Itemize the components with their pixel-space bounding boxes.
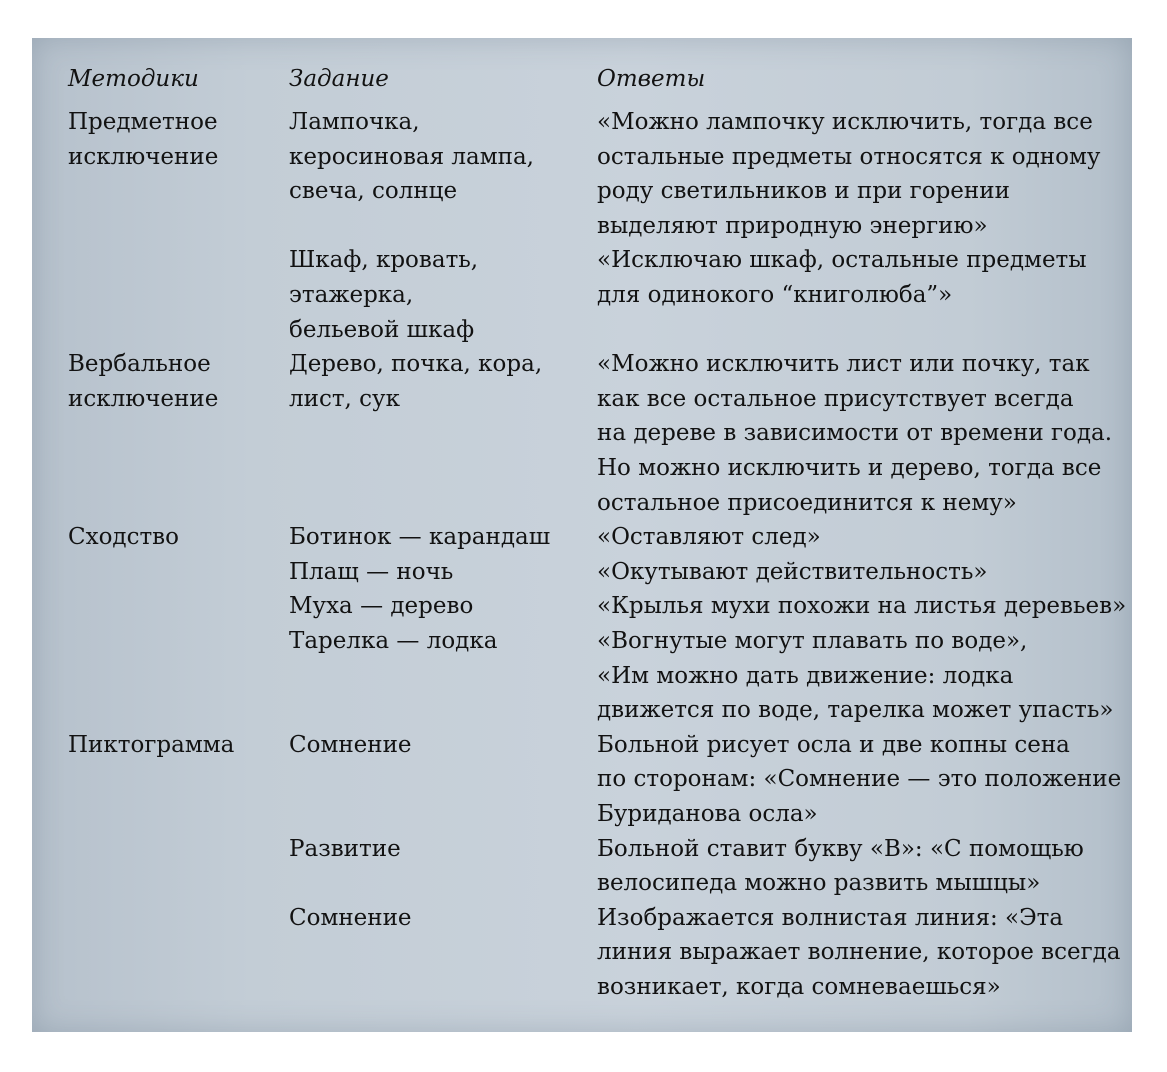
table-row [32, 451, 1132, 485]
table-row [32, 174, 1132, 208]
answer-cell: «Крылья мухи похожи на листья деревьев» [597, 593, 1127, 620]
answer-cell: как все остальное присутствует всегда [597, 385, 1074, 412]
answer-cell: «Окутывают действительность» [597, 558, 988, 585]
answer-cell: «Им можно дать движение: лодка [597, 662, 1014, 689]
task-cell: Плащ — ночь [289, 558, 454, 585]
header-answers: Ответы [597, 66, 706, 92]
table-row [32, 520, 1132, 554]
table-row [32, 313, 1132, 347]
task-cell: лист, сук [289, 385, 400, 412]
answer-cell: остальное присоединится к нему» [597, 489, 1017, 516]
answer-cell: остальные предметы относятся к одному [597, 143, 1101, 170]
header-methods: Методики [68, 66, 199, 92]
method-cell: исключение [68, 143, 219, 170]
answer-cell: выделяют природную энергию» [597, 212, 988, 239]
table-row [32, 209, 1132, 243]
header-task: Задание [289, 66, 389, 92]
table-row [32, 659, 1132, 693]
table-row [32, 970, 1132, 1004]
table-row [32, 555, 1132, 589]
task-cell: свеча, солнце [289, 178, 458, 205]
table-row [32, 866, 1132, 900]
table-row [32, 243, 1132, 277]
answer-cell: Больной ставит букву «В»: «С помощью [597, 835, 1084, 862]
table-row [32, 589, 1132, 623]
task-cell: Шкаф, кровать, [289, 247, 479, 274]
table-row [32, 935, 1132, 969]
table-row [32, 797, 1132, 831]
table-header [32, 62, 1132, 96]
table-row [32, 416, 1132, 450]
method-cell: Вербальное [68, 351, 211, 378]
task-cell: Муха — дерево [289, 593, 474, 620]
answer-cell: на дереве в зависимости от времени года. [597, 420, 1113, 447]
table-row [32, 347, 1132, 381]
table-row [32, 278, 1132, 312]
table-row [32, 693, 1132, 727]
task-cell: Тарелка — лодка [289, 628, 498, 654]
answer-cell: «Вогнутые могут плавать по воде», [597, 628, 1028, 654]
task-cell: Лампочка, [289, 109, 420, 135]
answer-cell: Больной рисует осла и две копны сена [597, 731, 1070, 758]
answer-cell: возникает, когда сомневаешься» [597, 974, 1001, 1000]
method-cell: Предметное [68, 109, 218, 135]
answer-cell: Но можно исключить и дерево, тогда все [597, 455, 1102, 481]
answer-cell: для одинокого “книголюба”» [597, 282, 953, 308]
table-row [32, 762, 1132, 796]
task-cell: этажерка, [289, 282, 414, 308]
task-cell: бельевой шкаф [289, 316, 475, 343]
task-cell: Сомнение [289, 904, 412, 931]
answer-cell: «Можно лампочку исключить, тогда все [597, 109, 1093, 135]
answer-cell: движется по воде, тарелка может упасть» [597, 697, 1114, 724]
task-cell: Сомнение [289, 731, 412, 758]
table-row [32, 105, 1132, 139]
answer-cell: «Можно исключить лист или почку, так [597, 351, 1090, 378]
answer-cell: Буриданова осла» [597, 801, 818, 827]
method-cell: исключение [68, 385, 219, 412]
table-row [32, 728, 1132, 762]
task-cell: Дерево, почка, кора, [289, 351, 543, 378]
answer-cell: велосипеда можно развить мышцы» [597, 870, 1041, 897]
answer-cell: Изображается волнистая линия: «Эта [597, 904, 1064, 931]
task-cell: керосиновая лампа, [289, 143, 534, 170]
scanned-page [32, 38, 1132, 1032]
answer-cell: «Исключаю шкаф, остальные предметы [597, 247, 1087, 274]
answer-cell: роду светильников и при горении [597, 178, 1010, 205]
method-cell: Пиктограмма [68, 731, 235, 758]
table-row [32, 486, 1132, 520]
method-cell: Сходство [68, 524, 179, 551]
table-row [32, 140, 1132, 174]
table-row [32, 832, 1132, 866]
table-row [32, 624, 1132, 658]
task-cell: Развитие [289, 835, 401, 862]
table-row [32, 382, 1132, 416]
table-row [32, 901, 1132, 935]
answer-cell: «Оставляют след» [597, 524, 821, 551]
task-cell: Ботинок — карандаш [289, 524, 551, 551]
answer-cell: по сторонам: «Сомнение — это положение [597, 766, 1122, 793]
answer-cell: линия выражает волнение, которое всегда [597, 939, 1121, 966]
